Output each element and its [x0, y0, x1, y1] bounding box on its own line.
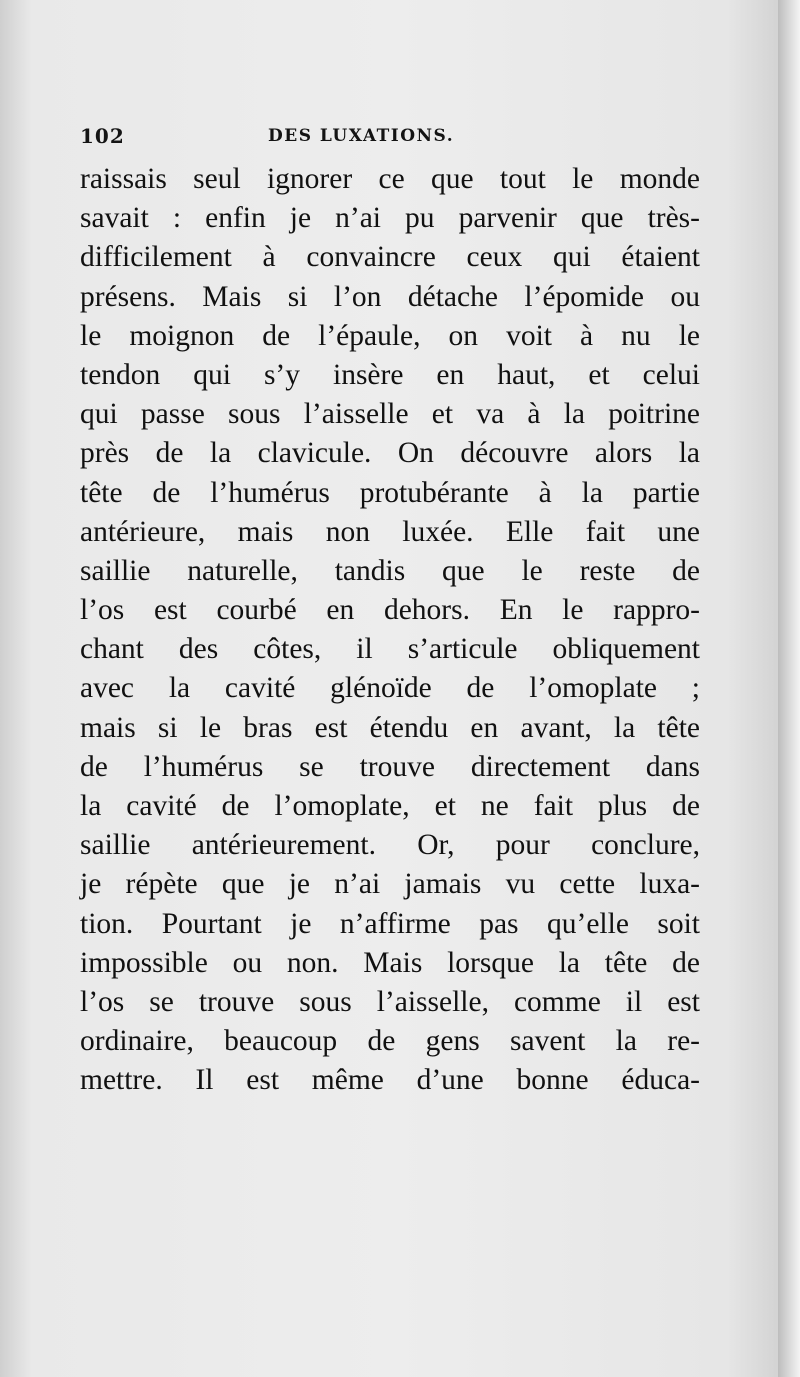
text-line: mettre. Il est même d’une bonne éduca- — [80, 1064, 700, 1097]
page-edge — [778, 0, 800, 1377]
text-line: avec la cavité glénoïde de l’omoplate ; — [80, 672, 700, 705]
text-line: savait : enfin je n’ai pu parvenir que très- — [80, 202, 700, 235]
page-number: 102 — [80, 124, 125, 148]
text-line: antérieure, mais non luxée. Elle fait une — [80, 515, 700, 548]
text-line: la cavité de l’omoplate, et ne fait plus de — [80, 790, 700, 822]
text-line: le moignon de l’épaule, on voit à nu le — [80, 319, 700, 352]
text-line: l’os est courbé en dehors. En le rappro- — [80, 594, 700, 627]
text-line: qui passe sous l’aisselle et va à la poitrine — [80, 398, 700, 431]
text-line: tête de l’humérus protubérante à la partie — [80, 476, 700, 509]
text-line: mais si le bras est étendu en avant, la tête — [80, 711, 700, 744]
running-head: DES LUXATIONS. — [268, 126, 455, 146]
text-line: saillie antérieurement. Or, pour conclure, — [80, 829, 700, 862]
text-line: impossible ou non. Mais lorsque la tête de — [80, 946, 700, 979]
text-line: saillie naturelle, tandis que le reste de — [80, 554, 700, 587]
text-line: l’os se trouve sous l’aisselle, comme il est — [80, 985, 700, 1018]
text-line: je répète que je n’ai jamais vu cette luxa- — [80, 868, 700, 901]
text-line: raissais seul ignorer ce que tout le monde — [80, 163, 700, 195]
text-line: difficilement à convaincre ceux qui étaient — [80, 241, 700, 274]
body-text — [80, 160, 700, 1101]
text-line: présens. Mais si l’on détache l’épomide ou — [80, 280, 700, 313]
text-line: tion. Pourtant je n’affirme pas qu’elle soit — [80, 907, 700, 940]
page-header — [80, 124, 700, 154]
text-line: près de la clavicule. On découvre alors la — [80, 437, 700, 470]
text-line: ordinaire, beaucoup de gens savent la re- — [80, 1025, 700, 1058]
text-line: tendon qui s’y insère en haut, et celui — [80, 358, 700, 391]
text-line: chant des côtes, il s’articule obliquement — [80, 633, 700, 666]
text-line: de l’humérus se trouve directement dans — [80, 750, 700, 783]
